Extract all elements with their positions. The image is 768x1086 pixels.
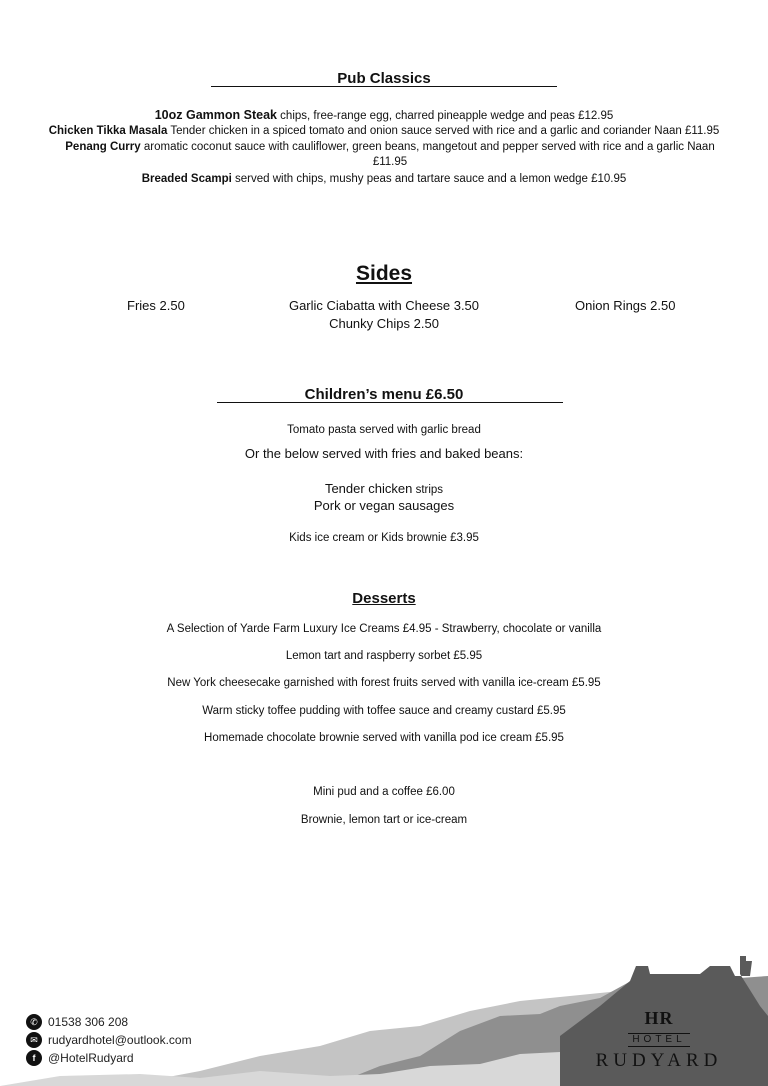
contact-phone[interactable] <box>26 1014 128 1030</box>
children-line-suffix: strips <box>412 484 444 496</box>
email-address: rudyardhotel@outlook.com <box>48 1033 192 1047</box>
item-desc: served with chips, mushy peas and tartare sauce and a lemon wedge £10.95 <box>231 173 627 185</box>
side-item: Onion Rings 2.50 <box>575 298 676 313</box>
children-line: Or the below served with fries and baked beans: <box>244 446 524 461</box>
children-line: Pork or vegan sausages <box>313 498 455 513</box>
mini-pud-options: Brownie, lemon tart or ice-cream <box>300 814 468 826</box>
desserts-heading: Desserts <box>352 590 416 607</box>
dessert-item: New York cheesecake garnished with forest fruits served with vanilla ice-cream £5.95 <box>167 677 601 689</box>
logo-name: RUDYARD <box>595 1050 723 1071</box>
children-line-main: Tender chicken <box>324 481 413 496</box>
item-name: Penang Curry <box>65 141 141 153</box>
logo-hotel-label: HOTEL <box>628 1033 689 1047</box>
logo-monogram: HR <box>644 1008 674 1028</box>
side-item: Garlic Ciabatta with Cheese 3.50 <box>288 298 480 313</box>
pub-classics-heading: Pub Classics <box>337 70 431 87</box>
side-item: Fries 2.50 <box>127 298 185 313</box>
menu-item <box>60 140 720 170</box>
dessert-item: Lemon tart and raspberry sorbet £5.95 <box>285 650 483 662</box>
social-handle: @HotelRudyard <box>48 1051 134 1065</box>
item-name: Breaded Scampi <box>141 173 232 185</box>
menu-item <box>40 124 728 139</box>
item-desc: chips, free-range egg, charred pineapple wedge and peas £12.95 <box>276 110 614 122</box>
children-line: Kids ice cream or Kids brownie £3.95 <box>289 532 479 544</box>
item-name: Chicken Tikka Masala <box>48 125 168 137</box>
phone-icon: ✆ <box>26 1014 42 1030</box>
hotel-logo <box>584 1008 734 1072</box>
contact-social[interactable] <box>26 1050 134 1066</box>
facebook-icon: f <box>26 1050 42 1066</box>
dessert-item: Warm sticky toffee pudding with toffee sauce and creamy custard £5.95 <box>202 705 566 717</box>
side-item: Chunky Chips 2.50 <box>329 316 439 331</box>
item-desc: Tender chicken in a spiced tomato and onion sauce served with rice and a garlic and coriander Naan £11.95 <box>167 125 720 137</box>
email-icon: ✉ <box>26 1032 42 1048</box>
phone-number: 01538 306 208 <box>48 1015 129 1029</box>
menu-item <box>40 172 728 187</box>
item-name: 10oz Gammon Steak <box>154 108 277 122</box>
item-desc: aromatic coconut sauce with cauliflower, green beans, mangetout and pepper served with rice and a garlic Naan £11.95 <box>140 141 715 168</box>
mini-pud: Mini pud and a coffee £6.00 <box>313 786 455 798</box>
dessert-item: A Selection of Yarde Farm Luxury Ice Creams £4.95 - Strawberry, chocolate or vanilla <box>166 623 602 635</box>
sides-heading: Sides <box>355 262 413 285</box>
menu-item <box>40 108 728 124</box>
contact-email[interactable] <box>26 1032 192 1048</box>
children-heading: Children’s menu £6.50 <box>304 386 464 403</box>
children-line <box>0 481 768 496</box>
children-line: Tomato pasta served with garlic bread <box>287 424 481 436</box>
dessert-item: Homemade chocolate brownie served with vanilla pod ice cream £5.95 <box>204 732 564 744</box>
